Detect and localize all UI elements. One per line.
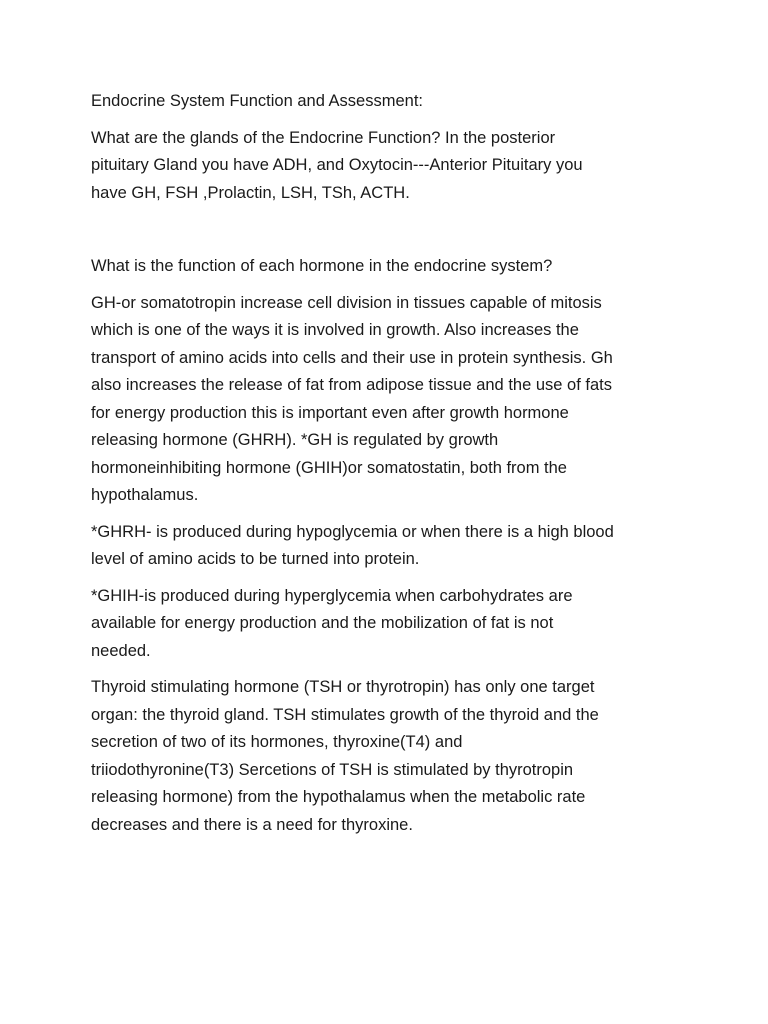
- text-line: secretion of two of its hormones, thyroxine(T4) and: [91, 733, 463, 751]
- text-line: needed.: [91, 641, 151, 660]
- paragraph-tsh: [91, 674, 698, 839]
- paragraph-ghrh: [91, 519, 698, 574]
- text-line: Thyroid stimulating hormone (TSH or thyrotropin) has only one target: [91, 678, 595, 696]
- text-line: level of amino acids to be turned into protein.: [91, 550, 420, 568]
- paragraph-glands-question: [91, 125, 698, 208]
- text-line: hypothalamus.: [91, 486, 199, 504]
- text-line: pituitary Gland you have ADH, and Oxytocin---Anterior Pituitary you: [91, 156, 583, 174]
- text-line: What is the function of each hormone in the endocrine system?: [91, 257, 553, 275]
- document-title: [91, 88, 698, 116]
- text-line: What are the glands of the Endocrine Function? In the posterior: [91, 128, 556, 147]
- text-line: releasing hormone (GHRH). *GH is regulated by growth: [91, 431, 499, 449]
- text-line: for energy production this is important even after growth hormone: [91, 403, 569, 422]
- text-line: hormoneinhibiting hormone (GHIH)or somatostatin, both from the: [91, 458, 567, 477]
- text-line: releasing hormone) from the hypothalamus when the metabolic rate: [91, 788, 586, 806]
- text-line: *GHRH- is produced during hypoglycemia or when there is a high blood: [91, 522, 614, 541]
- blank-line: [91, 216, 698, 253]
- text-line: which is one of the ways it is involved in growth. Also increases the: [91, 321, 579, 339]
- paragraph-function-question: [91, 253, 698, 281]
- text-line: transport of amino acids into cells and their use in protein synthesis. Gh: [91, 348, 613, 367]
- text-line: available for energy production and the mobilization of fat is not: [91, 614, 554, 632]
- text-line: have GH, FSH ,Prolactin, LSH, TSh, ACTH.: [91, 183, 410, 202]
- text-line: *GHIH-is produced during hyperglycemia when carbohydrates are: [91, 586, 573, 605]
- text-line: Endocrine System Function and Assessment:: [91, 92, 423, 110]
- text-line: GH-or somatotropin increase cell division in tissues capable of mitosis: [91, 293, 602, 312]
- paragraph-gh: [91, 290, 698, 510]
- text-line: organ: the thyroid gland. TSH stimulates growth of the thyroid and the: [91, 705, 599, 724]
- paragraph-ghih: [91, 583, 698, 666]
- text-line: decreases and there is a need for thyroxine.: [91, 815, 413, 834]
- text-line: triiodothyronine(T3) Sercetions of TSH is stimulated by thyrotropin: [91, 760, 574, 779]
- text-line: also increases the release of fat from adipose tissue and the use of fats: [91, 376, 612, 394]
